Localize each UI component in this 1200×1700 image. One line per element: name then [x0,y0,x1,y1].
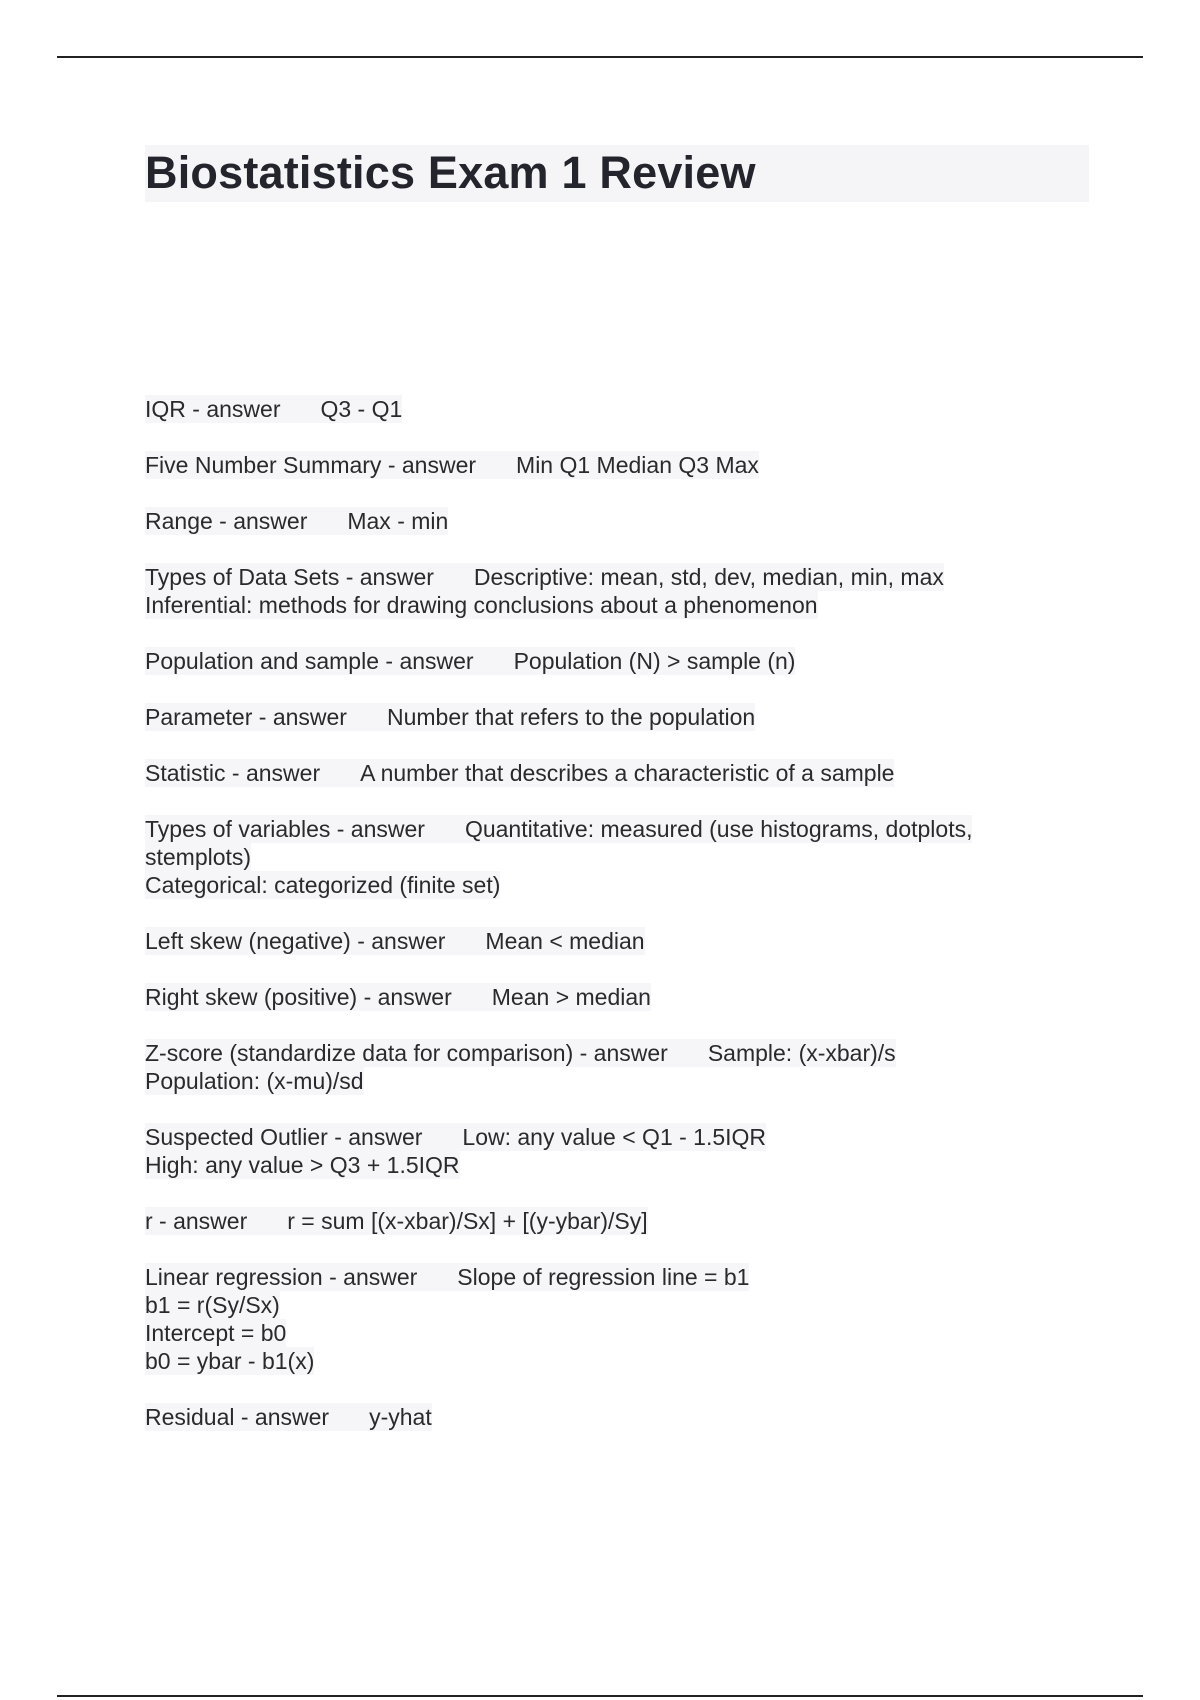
flashcard-first-line [145,759,894,787]
flashcard-list [145,395,1085,1459]
flashcard-term: Population and sample - answer [145,648,474,674]
flashcard-answer-text: Population: (x-mu)/sd [145,1068,364,1094]
flashcard-term: Z-score (standardize data for comparison) - answer [145,1040,668,1066]
flashcard-entry [145,647,1085,675]
flashcard-first-line [145,563,944,591]
flashcard-first-line [145,507,448,535]
flashcard-answer-text: b1 = r(Sy/Sx) [145,1292,280,1318]
flashcard-answer-text: Quantitative: measured (use histograms, dotplots, [464,816,973,842]
flashcard-term: Types of Data Sets - answer [145,564,434,590]
flashcard-answer-text: stemplots) [145,844,252,870]
flashcard-answer-line [145,1319,286,1347]
flashcard-term: Right skew (positive) - answer [145,984,452,1010]
flashcard-answer-line [145,1347,314,1375]
flashcard-term: IQR - answer [145,396,281,422]
flashcard-answer-text: Q3 - Q1 [320,396,403,422]
flashcard-first-line [145,1123,766,1151]
flashcard-first-line [145,395,402,423]
flashcard-answer-text: Population (N) > sample (n) [513,648,796,674]
flashcard-answer-text: Mean > median [491,984,651,1010]
flashcard-entry [145,1403,1085,1431]
flashcard-answer-text: Number that refers to the population [386,704,756,730]
flashcard-entry [145,563,1085,619]
flashcard-term: Linear regression - answer [145,1264,418,1290]
flashcard-term: Left skew (negative) - answer [145,928,446,954]
top-rule [57,56,1143,58]
flashcard-entry [145,1207,1085,1235]
flashcard-answer-text: A number that describes a characteristic of a sample [360,760,895,786]
flashcard-answer-line [145,1291,280,1319]
flashcard-first-line [145,647,795,675]
flashcard-term: r - answer [145,1208,248,1234]
flashcard-answer-text: r = sum [(x-xbar)/Sx] + [(y-ybar)/Sy] [287,1208,648,1234]
flashcard-term: Residual - answer [145,1404,330,1430]
flashcard-term: Suspected Outlier - answer [145,1124,423,1150]
flashcard-entry [145,759,1085,787]
document-title: Biostatistics Exam 1 Review [145,147,756,198]
flashcard-answer-text: Inferential: methods for drawing conclusions about a phenomenon [145,592,818,618]
flashcard-first-line [145,451,759,479]
flashcard-answer-text: Low: any value < Q1 - 1.5IQR [462,1124,767,1150]
flashcard-first-line [145,815,972,843]
flashcard-answer-text: Sample: (x-xbar)/s [707,1040,896,1066]
flashcard-term: Types of variables - answer [145,816,425,842]
flashcard-answer-line [145,871,500,899]
flashcard-answer-text: Categorical: categorized (finite set) [145,872,501,898]
flashcard-term: Range - answer [145,508,308,534]
flashcard-entry [145,983,1085,1011]
flashcard-entry [145,1039,1085,1095]
flashcard-entry [145,1263,1085,1375]
flashcard-entry [145,703,1085,731]
flashcard-first-line [145,1207,648,1235]
flashcard-answer-text: High: any value > Q3 + 1.5IQR [145,1152,460,1178]
flashcard-first-line [145,927,645,955]
flashcard-term: Statistic - answer [145,760,321,786]
flashcard-answer-line [145,591,818,619]
flashcard-answer-line [145,1067,364,1095]
flashcard-entry [145,927,1085,955]
flashcard-first-line [145,983,651,1011]
flashcard-entry [145,451,1085,479]
bottom-rule [57,1695,1143,1697]
flashcard-answer-text: Slope of regression line = b1 [457,1264,750,1290]
flashcard-answer-text: b0 = ybar - b1(x) [145,1348,315,1374]
flashcard-term: Five Number Summary - answer [145,452,477,478]
flashcard-first-line [145,1039,896,1067]
flashcard-answer-line [145,843,251,871]
flashcard-entry [145,395,1085,423]
flashcard-answer-text: Intercept = b0 [145,1320,287,1346]
flashcard-term: Parameter - answer [145,704,347,730]
flashcard-answer-line [145,1151,460,1179]
flashcard-answer-text: y-yhat [369,1404,432,1430]
flashcard-entry [145,815,1085,899]
flashcard-entry [145,507,1085,535]
flashcard-answer-text: Min Q1 Median Q3 Max [516,452,759,478]
flashcard-first-line [145,1403,432,1431]
flashcard-first-line [145,1263,749,1291]
flashcard-first-line [145,703,755,731]
flashcard-answer-text: Max - min [347,508,449,534]
flashcard-entry [145,1123,1085,1179]
flashcard-answer-text: Descriptive: mean, std, dev, median, min, max [473,564,944,590]
flashcard-answer-text: Mean < median [485,928,645,954]
